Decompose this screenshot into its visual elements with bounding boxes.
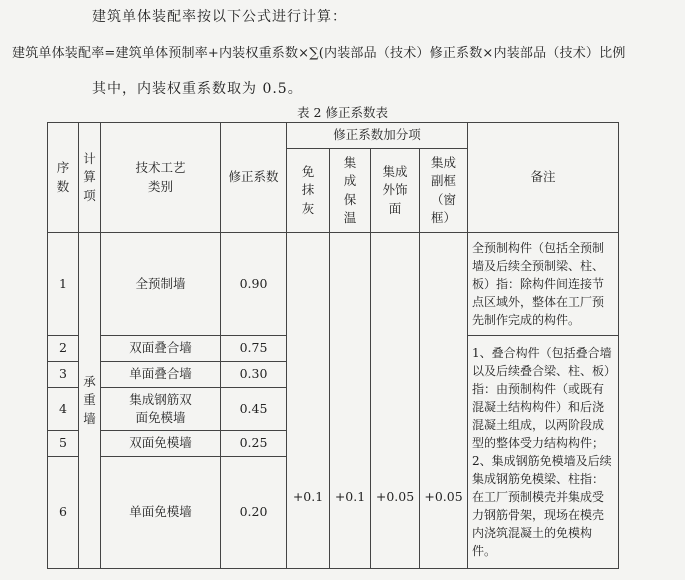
row-1-index: 1 xyxy=(48,233,79,336)
row-2-tech: 双面叠合墙 xyxy=(101,336,221,362)
header-bonus-window-frame: 集成副框（窗框） xyxy=(420,149,468,233)
row-4-index: 4 xyxy=(48,388,79,431)
bonus-plaster-free-value: +0.1 xyxy=(287,233,330,569)
correction-table xyxy=(47,122,619,569)
note-composite: 1、叠合构件（包括叠合墙以及后续叠合梁、柱、板）指：由预制构件（或既有混凝土结构构件）和后浇混凝土组成，以两阶段成型的整体受力结构构件； 2、集成钢筋免模墙及后续集成钢筋免模梁、柱指：在工厂预制模壳并集成受力钢筋骨架，现场在模壳内浇筑混凝土的免模构件。 xyxy=(468,336,619,569)
row-3-tech: 单面叠合墙 xyxy=(101,362,221,388)
row-6-tech: 单面免模墙 xyxy=(101,457,221,569)
header-bonus-group: 修正系数加分项 xyxy=(287,123,468,149)
table-caption: 表 2 修正系数表 xyxy=(297,105,388,120)
formula-text: 建筑单体装配率=建筑单体预制率+内装权重系数×∑(内装部品（技术）修正系数×内装部品（技术）比例 xyxy=(12,46,626,61)
intro-text: 建筑单体装配率按以下公式进行计算： xyxy=(92,9,347,25)
row-4-coef: 0.45 xyxy=(221,388,287,431)
row-2-coef: 0.75 xyxy=(221,336,287,362)
bonus-facade-value: +0.05 xyxy=(371,233,420,569)
row-3-coef: 0.30 xyxy=(221,362,287,388)
row-6-index: 6 xyxy=(48,457,79,569)
header-bonus-plaster-free: 免抹灰 xyxy=(287,149,330,233)
header-index: 序数 xyxy=(48,123,79,233)
bonus-insulation-value: +0.1 xyxy=(330,233,371,569)
row-5-coef: 0.25 xyxy=(221,431,287,457)
row-2-index: 2 xyxy=(48,336,79,362)
note-precast: 全预制构件（包括全预制墙及后续全预制梁、柱、板）指：除构件间连接节点区域外，整体在工厂预先制作完成的构件。 xyxy=(468,233,619,336)
calc-item-bearing-wall: 承重墙 xyxy=(79,233,101,569)
header-bonus-facade: 集成外饰面 xyxy=(371,149,420,233)
header-coefficient: 修正系数 xyxy=(221,123,287,233)
row-1-coef: 0.90 xyxy=(221,233,287,336)
header-bonus-insulation: 集成保温 xyxy=(330,149,371,233)
header-tech-category: 技术工艺类别 xyxy=(101,123,221,233)
row-1-tech: 全预制墙 xyxy=(101,233,221,336)
weight-text: 其中，内装权重系数取为 0.5。 xyxy=(92,81,303,97)
row-5-tech: 双面免模墙 xyxy=(101,431,221,457)
row-6-coef: 0.20 xyxy=(221,457,287,569)
header-calc-item: 计算项 xyxy=(79,123,101,233)
bonus-window-frame-value: +0.05 xyxy=(420,233,468,569)
header-note: 备注 xyxy=(468,123,619,233)
row-3-index: 3 xyxy=(48,362,79,388)
row-4-tech: 集成钢筋双面免模墙 xyxy=(101,388,221,431)
row-5-index: 5 xyxy=(48,431,79,457)
